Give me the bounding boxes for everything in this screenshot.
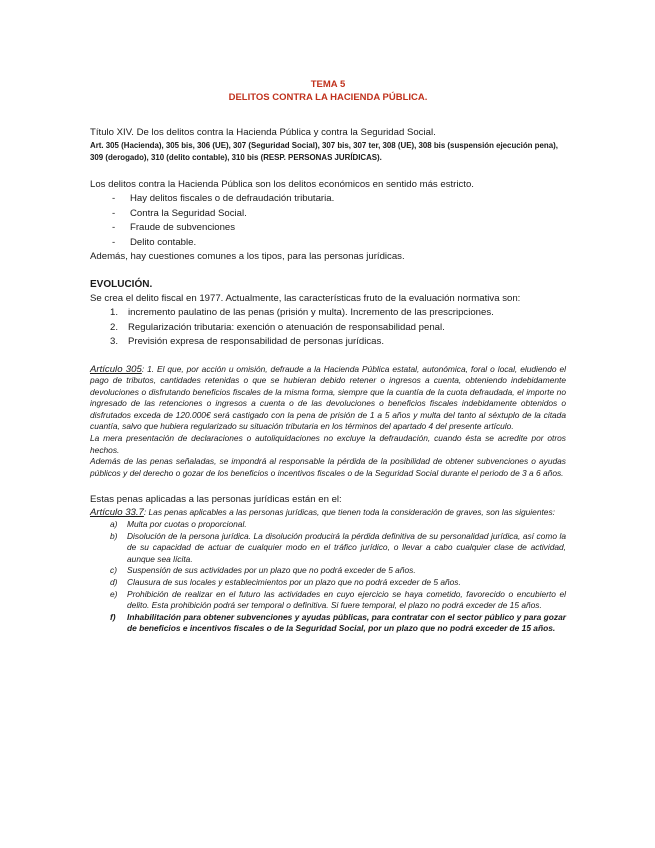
articulo-305-para3: Además de las penas señaladas, se impondrá al responsable la pérdida de la posibilidad de obtener subvenciones o ayudas públicos y del derecho o gozar de los beneficios o incentivos fiscales o de la Seguridad Social durante el periodo de 3 a 6 años. bbox=[90, 456, 566, 478]
list-item: 1. incremento paulatino de las penas (prisión y multa). Incremento de las prescripciones. bbox=[110, 307, 494, 318]
list-item: e) Prohibición de realizar en el futuro las actividades en cuyo ejercicio se haya cometido, favorecido o encubierto el delito. Esta prohibición podrá ser temporal o definitiva. Si fuere temporal, el plazo no podrá exceder de 15 años. bbox=[110, 588, 566, 611]
list-item: f) Inhabilitación para obtener subvenciones y ayudas públicas, para contratar con el sector público y para gozar de beneficios e incentivos fiscales o de la Seguridad Social, por un plazo que no podrá exceder de 15 años. bbox=[110, 611, 566, 634]
list-item: 3. Previsión expresa de responsabilidad de personas jurídicas. bbox=[110, 336, 384, 347]
document-body bbox=[90, 78, 566, 635]
articles-list: Art. 305 (Hacienda), 305 bis, 306 (UE), 307 (Seguridad Social), 307 bis, 307 ter, 308 (UE), 308 bis (suspensión ejecución pena), 309 (derogado), 310 (delito contable), 310 bis (RESP. PERSONAS JURÍDICAS). bbox=[90, 141, 558, 162]
list-item: - Hay delitos fiscales o de defraudación tributaria. bbox=[90, 192, 566, 207]
list-item: d) Clausura de sus locales y establecimientos por un plazo que no podrá exceder de 5 años. bbox=[110, 577, 461, 587]
overview-list bbox=[90, 192, 566, 250]
list-item: - Delito contable. bbox=[90, 236, 566, 251]
list-item: b) Disolución de la persona jurídica. La disolución producirá la pérdida definitiva de su personalidad jurídica, así como la de su capacidad de actuar de cualquier modo en el tráfico jurídico, o llevar a cabo cualquier clase de actividad, aunque sea lícita. bbox=[110, 530, 566, 564]
articulo-305-para2: La mera presentación de declaraciones o autoliquidaciones no excluye la defraudación, cuando ésta se acredite por otros hechos. bbox=[90, 433, 566, 455]
list-item: 2. Regularización tributaria: exención o atenuación de responsabilidad penal. bbox=[110, 321, 445, 333]
section-heading: EVOLUCIÓN. bbox=[90, 279, 153, 290]
penalties-list bbox=[90, 519, 566, 635]
articulo-33-text: Artículo 33.7: Las penas aplicables a las personas jurídicas, que tienen toda la consideración de graves, son las siguientes: bbox=[90, 507, 555, 519]
list-item: - Contra la Seguridad Social. bbox=[90, 207, 566, 222]
topic-number: TEMA 5 bbox=[310, 79, 346, 90]
dash-marker: - bbox=[112, 236, 116, 248]
evolucion-list bbox=[90, 306, 566, 350]
page-title: DELITOS CONTRA LA HACIENDA PÚBLICA. bbox=[228, 92, 428, 103]
list-item: a) Multa por cuotas o proporcional. bbox=[110, 519, 247, 530]
title-block bbox=[90, 78, 566, 104]
articulo-33-ref: Artículo 33.7 bbox=[90, 507, 144, 519]
dash-marker: - bbox=[112, 222, 116, 233]
overview-lead: Los delitos contra la Hacienda Pública son los delitos económicos en sentido más estricto. bbox=[90, 179, 474, 190]
dash-marker: - bbox=[112, 207, 116, 219]
articulo-305-ref: Artículo 305 bbox=[90, 363, 142, 375]
articulo-33-lead: Estas penas aplicadas a las personas jurídicas están en el: bbox=[90, 494, 342, 506]
titulo-line: Título XIV. De los delitos contra la Hacienda Pública y contra la Seguridad Social. bbox=[90, 127, 436, 138]
list-item: - Fraude de subvenciones bbox=[90, 221, 566, 236]
articulo-305-text: Artículo 305: 1. El que, por acción u omisión, defraude a la Hacienda Pública estatal, autonómica, foral o local, eludiendo el pago de tributos, cantidades retenidas o que se hubieran debido retener o ingresos a cuenta, obteniendo indebidamente devoluciones o disfrutando beneficios fiscales de la misma forma, siempre que la cuantía de la cuota defraudada, el importe no ingresado de las retenciones o ingresos a cuenta o de las devoluciones o beneficios fiscales indebidamente obtenidos o disfrutados exceda de 120.000€ será castigado con la pena de prisión de 1 a 5 años y multa del tanto al séxtuplo de la citada cuantía, salvo que hubiera regularizado su situación tributaria en los términos del apartado 4 del presente artículo. bbox=[90, 363, 566, 432]
list-item: c) Suspensión de sus actividades por un plazo que no podrá exceder de 5 años. bbox=[110, 565, 416, 576]
dash-marker: - bbox=[112, 193, 116, 204]
evolucion-lead: Se crea el delito fiscal en 1977. Actualmente, las características fruto de la evaluación normativa son: bbox=[90, 293, 521, 304]
overview-closing: Además, hay cuestiones comunes a los tipos, para las personas jurídicas. bbox=[90, 251, 405, 262]
